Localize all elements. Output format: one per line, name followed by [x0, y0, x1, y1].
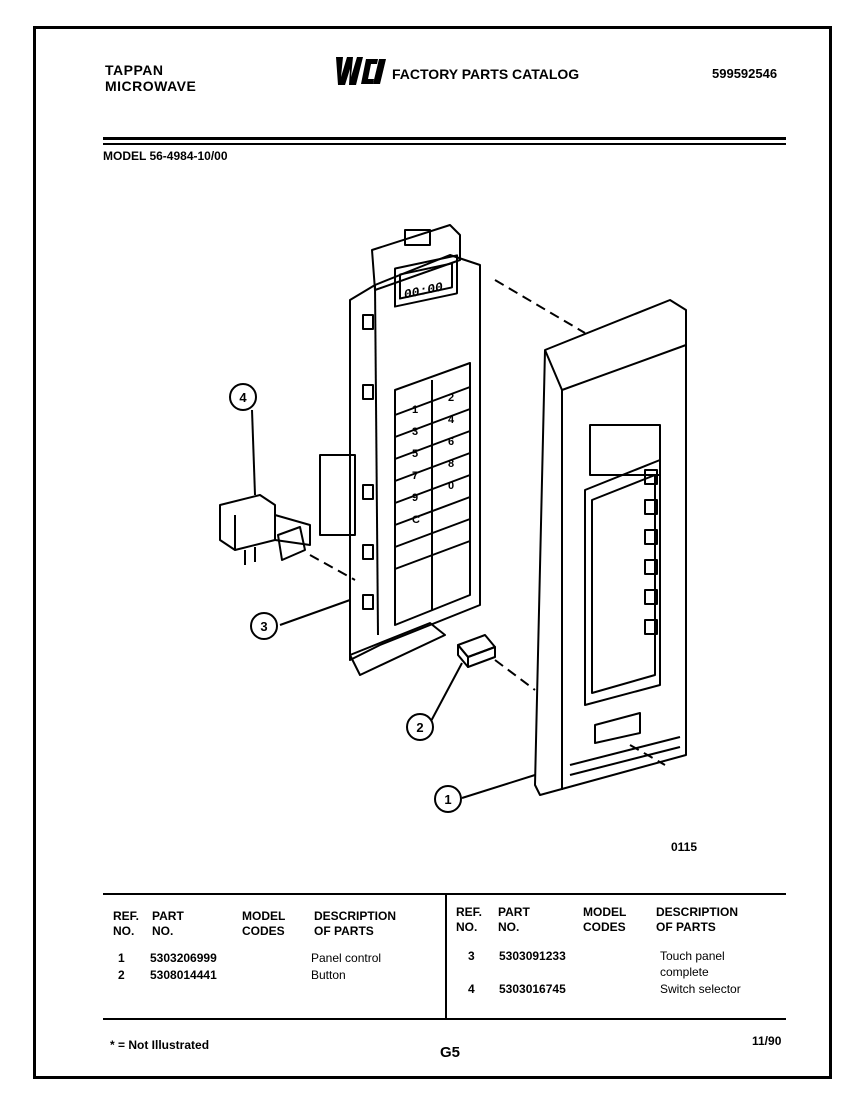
keypad-digit: 6: [448, 436, 455, 448]
header-ref-no-left: REF. NO.: [113, 909, 140, 938]
header-part-no-right: PART NO.: [498, 905, 530, 934]
brand-block: [105, 62, 196, 94]
catalog-number: 599592546: [712, 66, 778, 81]
row-1-part: 5303206999: [150, 951, 217, 965]
header-rule-thick: [103, 137, 786, 140]
keypad-digit: 7: [412, 470, 419, 482]
keypad-digit: 1: [412, 404, 419, 416]
page-number: G5: [440, 1044, 461, 1061]
touch-panel-part-3: [320, 225, 480, 675]
button-part-2: [458, 635, 495, 667]
catalog-title: FACTORY PARTS CATALOG: [392, 66, 580, 82]
header-description-right: DESCRIPTION OF PARTS: [656, 905, 739, 934]
footnote: * = Not Illustrated: [110, 1038, 210, 1052]
row-4-desc: Switch selector: [660, 982, 741, 996]
figure-number: 0115: [671, 840, 698, 854]
row-1-ref: 1: [118, 951, 125, 965]
row-3-desc-2: complete: [660, 965, 709, 979]
callout-1: 1: [444, 792, 452, 807]
keypad-digit: 4: [448, 414, 455, 426]
row-3-part: 5303091233: [499, 949, 566, 963]
table-rule-bottom: [103, 1018, 786, 1020]
wci-logo: [330, 55, 388, 87]
brand-line-1: TAPPAN: [105, 62, 164, 78]
exploded-parts-diagram: [200, 215, 720, 815]
model-number: MODEL 56-4984-10/00: [103, 149, 228, 163]
switch-selector-part-4: [220, 495, 310, 565]
brand-line-2: MICROWAVE: [105, 78, 197, 94]
row-3-ref: 3: [468, 949, 475, 963]
header-part-no-left: PART NO.: [152, 909, 184, 938]
row-2-part: 5308014441: [150, 968, 217, 982]
header-rule-thin: [103, 143, 786, 145]
header-ref-no-right: REF. NO.: [456, 905, 483, 934]
keypad-digit: 8: [448, 458, 455, 470]
callout-4: 4: [239, 390, 247, 405]
row-3-desc-1: Touch panel: [660, 949, 725, 963]
keypad-digit: 0: [448, 480, 455, 492]
table-divider: [445, 895, 447, 1018]
row-4-ref: 4: [468, 982, 475, 996]
catalog-date: 11/90: [752, 1034, 782, 1048]
row-1-desc: Panel control: [311, 951, 382, 965]
keypad-digit: 3: [412, 426, 419, 438]
display-readout: 00:00: [404, 279, 443, 303]
callout-2: 2: [416, 720, 424, 735]
callout-3: 3: [260, 619, 268, 634]
row-2-ref: 2: [118, 968, 125, 982]
front-panel-part-1: [535, 300, 686, 795]
keypad-digit: 5: [412, 448, 419, 460]
row-2-desc: Button: [311, 968, 346, 982]
keypad-digit: 2: [448, 392, 455, 404]
keypad-digit: 9: [412, 492, 419, 504]
header-description-left: DESCRIPTION OF PARTS: [314, 909, 397, 938]
header-model-codes-left: MODEL CODES: [242, 909, 286, 938]
row-4-part: 5303016745: [499, 982, 566, 996]
header-model-codes-right: MODEL CODES: [583, 905, 627, 934]
keypad-digit: C: [412, 514, 420, 526]
